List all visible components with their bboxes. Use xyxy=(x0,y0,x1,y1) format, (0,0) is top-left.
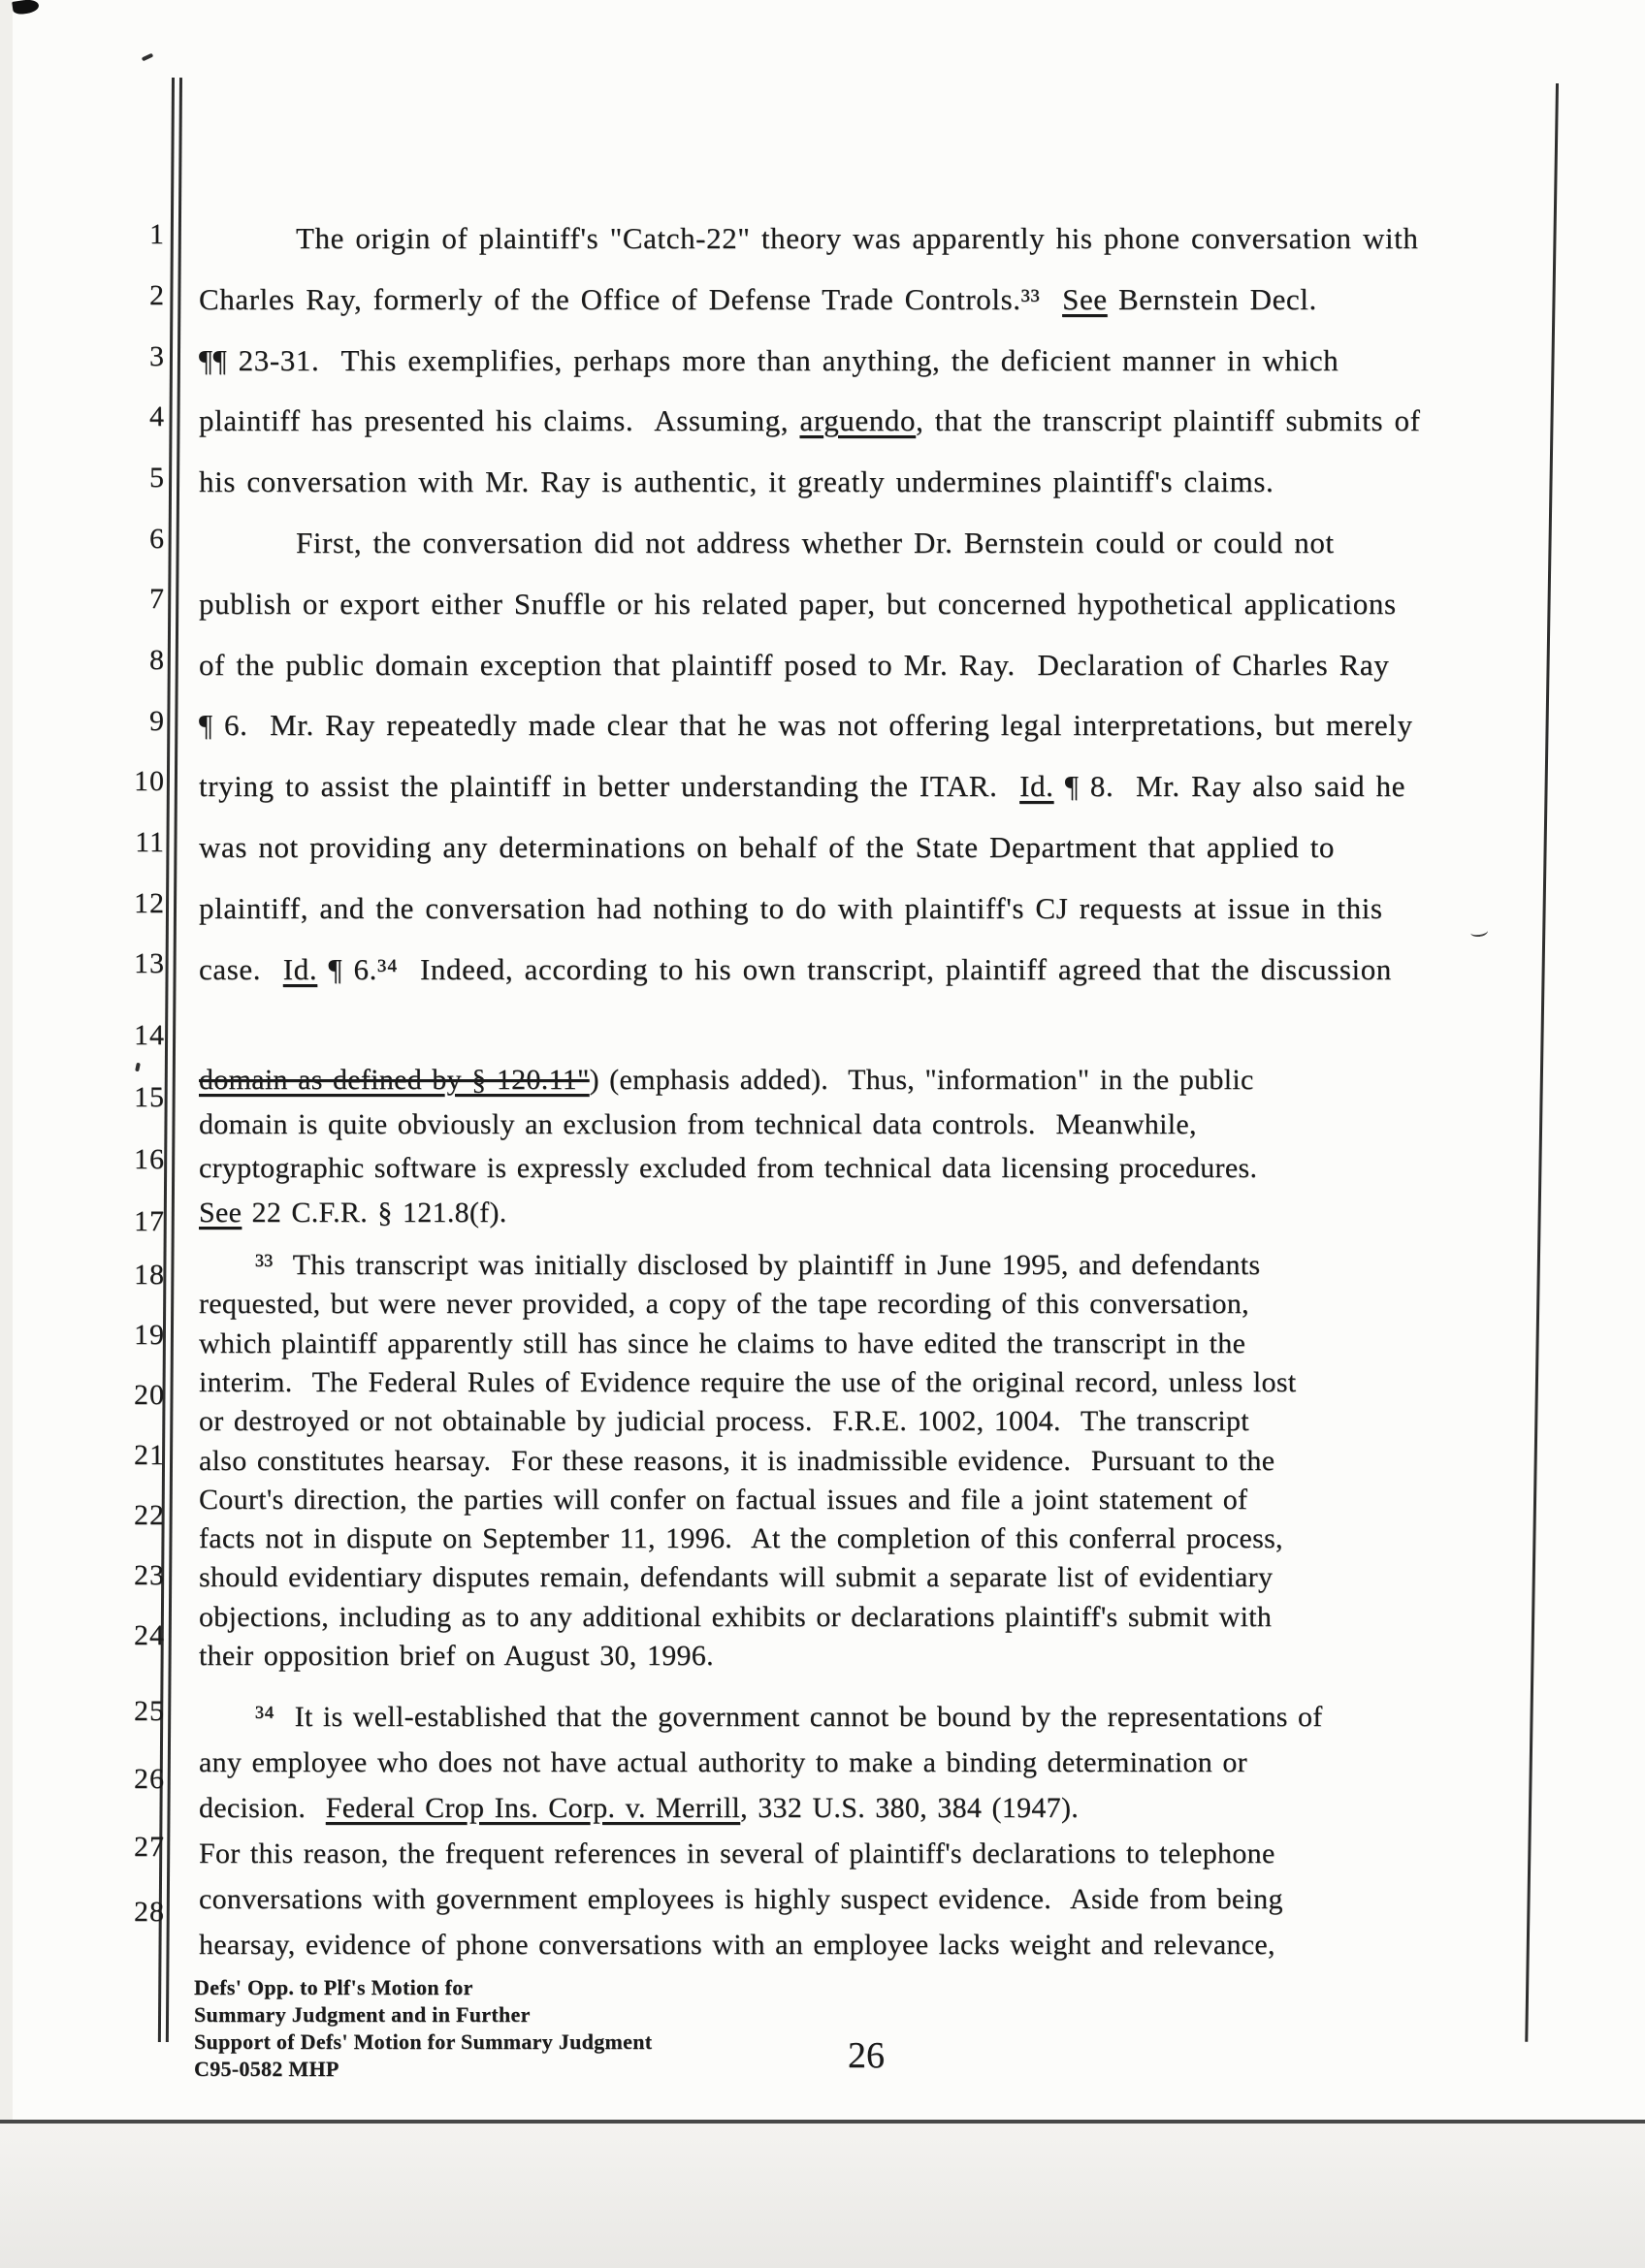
line-number: 21 xyxy=(134,1439,165,1471)
line-number: 15 xyxy=(134,1081,165,1113)
footer-line: Defs' Opp. to Plf's Motion for xyxy=(194,1975,473,1999)
footnote-line: objections, including as to any additional exhibits or declarations plaintiff's submit with xyxy=(199,1600,1273,1633)
body-line: ¶ 6. Mr. Ray repeatedly made clear that he was not offering legal interpretations, but merely xyxy=(199,708,1413,743)
scan-edge-strip xyxy=(0,0,13,2268)
line-number: 6 xyxy=(149,523,165,555)
line-number: 23 xyxy=(134,1559,165,1591)
line-number: 5 xyxy=(149,462,165,494)
body-line: Charles Ray, formerly of the Office of Defense Trade Controls.³³ See Bernstein Decl. xyxy=(199,281,1317,316)
footnote-line: cryptographic software is expressly excluded from technical data licensing procedures. xyxy=(199,1152,1258,1185)
body-line: of the public domain exception that plaintiff posed to Mr. Ray. Declaration of Charles Ray xyxy=(199,647,1390,682)
footnote-line: requested, but were never provided, a copy of the tape recording of this conversation, xyxy=(199,1288,1249,1321)
line-number: 17 xyxy=(134,1205,165,1237)
line-number: 10 xyxy=(134,765,165,797)
scan-mark-dash xyxy=(142,53,154,62)
line-number: 20 xyxy=(134,1379,165,1411)
footnote-line: See 22 C.F.R. § 121.8(f). xyxy=(199,1197,507,1230)
left-double-rule-inner xyxy=(166,78,182,2042)
scan-mark-tick xyxy=(135,1063,141,1072)
footnote-line: For this reason, the frequent references in several of plaintiff's declarations to telephone xyxy=(199,1837,1275,1869)
footnote-line: interim. The Federal Rules of Evidence require the use of the original record, unless lost xyxy=(199,1365,1297,1398)
line-number: 28 xyxy=(134,1896,165,1928)
line-number: 11 xyxy=(135,826,165,858)
line-number: 13 xyxy=(134,947,165,979)
footer-line: Summary Judgment and in Further xyxy=(194,2002,531,2027)
line-number: 24 xyxy=(134,1619,165,1651)
footnote-line: domain as defined by § 120.11") (emphasis added). Thus, "information" in the public xyxy=(199,1064,1254,1096)
line-number: 1 xyxy=(149,218,165,250)
footnote-line: conversations with government employees is highly suspect evidence. Aside from being xyxy=(199,1883,1283,1915)
scanner-background-band xyxy=(0,2124,1645,2268)
line-number: 4 xyxy=(149,400,165,432)
footnote-line: ³⁴ It is well-established that the government cannot be bound by the representations of xyxy=(255,1701,1323,1733)
footnote-line: or destroyed or not obtainable by judicial process. F.R.E. 1002, 1004. The transcript xyxy=(199,1405,1249,1438)
line-number: 25 xyxy=(134,1695,165,1727)
body-line: his conversation with Mr. Ray is authentic, it greatly undermines plaintiff's claims. xyxy=(199,464,1274,499)
line-number: 12 xyxy=(134,887,165,919)
footer-line: C95-0582 MHP xyxy=(194,2057,339,2081)
footnote-line: facts not in dispute on September 11, 1996. At the completion of this conferral process, xyxy=(199,1522,1283,1555)
body-line: The origin of plaintiff's "Catch-22" theory was apparently his phone conversation with xyxy=(296,221,1419,255)
footnote-line: which plaintiff apparently still has since he claims to have edited the transcript in the xyxy=(199,1326,1246,1359)
line-number: 27 xyxy=(134,1831,165,1863)
footnote-line: their opposition brief on August 30, 1996. xyxy=(199,1640,714,1672)
body-line: ¶¶ 23-31. This exemplifies, perhaps more than anything, the deficient manner in which xyxy=(199,342,1339,377)
footnote-line: ³³ This transcript was initially disclosed by plaintiff in June 1995, and defendants xyxy=(255,1249,1261,1281)
body-line: plaintiff, and the conversation had nothing to do with plaintiff's CJ requests at issue in this xyxy=(199,890,1383,925)
page-number: 26 xyxy=(848,2035,885,2076)
body-line: case. Id. ¶ 6.³⁴ Indeed, according to his own transcript, plaintiff agreed that the discussion xyxy=(199,951,1392,986)
line-number: 19 xyxy=(134,1319,165,1351)
line-number: 3 xyxy=(149,340,165,372)
footnote-line: should evidentiary disputes remain, defendants will submit a separate list of evidentiary xyxy=(199,1561,1274,1594)
footnote-line: Court's direction, the parties will confer on factual issues and file a joint statement of xyxy=(199,1483,1248,1516)
footer-line: Support of Defs' Motion for Summary Judgment xyxy=(194,2029,653,2054)
body-line: trying to assist the plaintiff in better understanding the ITAR. Id. ¶ 8. Mr. Ray also said he xyxy=(199,769,1406,804)
right-margin-rule xyxy=(1525,83,1558,2042)
scan-mark-squiggle xyxy=(1469,926,1488,938)
footnote-line: decision. Federal Crop Ins. Corp. v. Merrill, 332 U.S. 380, 384 (1947). xyxy=(199,1792,1080,1824)
line-number: 9 xyxy=(149,705,165,737)
body-line: was not providing any determinations on behalf of the State Department that applied to xyxy=(199,830,1336,864)
line-number: 2 xyxy=(149,279,165,311)
footnote-line: hearsay, evidence of phone conversations with an employee lacks weight and relevance, xyxy=(199,1929,1275,1961)
body-line: plaintiff has presented his claims. Assuming, arguendo, that the transcript plaintiff submits of xyxy=(199,403,1421,438)
line-number: 7 xyxy=(149,583,165,615)
body-line: First, the conversation did not address whether Dr. Bernstein could or could not xyxy=(296,526,1335,559)
line-number: 16 xyxy=(134,1143,165,1175)
scan-mark-corner xyxy=(12,0,40,16)
footnote-line: also constitutes hearsay. For these reasons, it is inadmissible evidence. Pursuant to the xyxy=(199,1444,1275,1477)
line-number: 22 xyxy=(134,1499,165,1531)
body-line: publish or export either Snuffle or his related paper, but concerned hypothetical applications xyxy=(199,586,1397,621)
line-number: 26 xyxy=(134,1763,165,1795)
footnote-line: domain is quite obviously an exclusion from technical data controls. Meanwhile, xyxy=(199,1107,1197,1140)
line-number: 18 xyxy=(134,1259,165,1291)
line-number: 8 xyxy=(149,644,165,676)
footnote-line: any employee who does not have actual authority to make a binding determination or xyxy=(199,1746,1247,1778)
line-number: 14 xyxy=(134,1019,165,1051)
